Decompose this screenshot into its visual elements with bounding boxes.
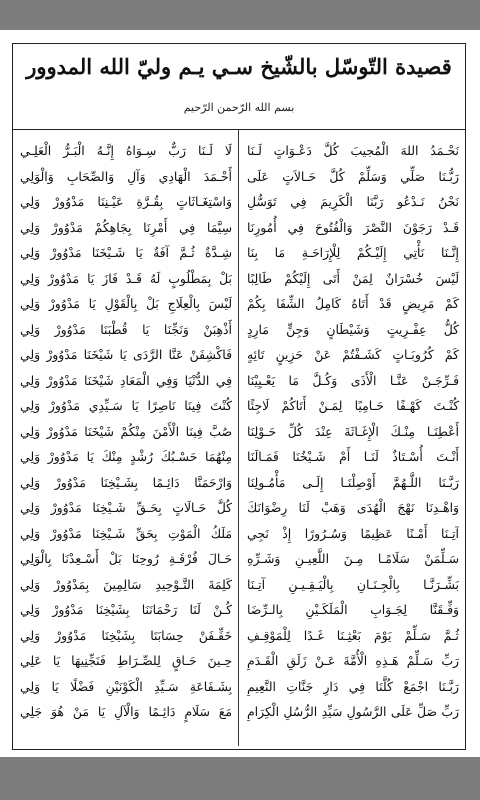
verse-second-hemistich: لَا لَـنَا رَبٌّ سِـوَاهُ إِنَّـهُ الْبَـرُّ الْعَلِـي <box>20 143 232 158</box>
top-bar <box>0 0 480 30</box>
basmala: بسم الله الرّحمن الرّحيم <box>183 101 295 114</box>
verse-first-hemistich: رَبَّـنَا اللَّـهُمَّ أَوْصِلْنَـا إِلَـى مَأْمُـولِنَا <box>247 474 459 490</box>
verse-first-hemistich: فَـرِّجَـنْ عَنَّـا الْأَذَى وَكُـلَّ مَا يَعْـيِيْنَا <box>247 372 459 388</box>
verse-first-hemistich: كُنْـتَ كَهْـفًا حَـامِيًا لِمَـنْ أَتَاكُمْ لَاجِئًا <box>247 398 459 413</box>
verse-first-hemistich: نَحْـمَدُ اللهَ الْمُجيبَ كُلَّ دَعْـوَاتٍ لَـنَا <box>247 143 459 158</box>
verse-second-hemistich: مَلَكُ الْمَوْتِ بِحَقِّ شَـيْخِنَا مَدْوُورْ وَلِي <box>20 525 232 541</box>
verse-second-hemistich: حَـالَ فُرْقَـةِ رُوحِنَا بَلْ أَسْـعِدْنَا بِالْوَلِي <box>20 551 232 566</box>
verse-first-hemistich: رَبِّ سَـلِّمْ هَـذِهِ الْأُمَّةَ عَـنْ زَلَقِ الْقَـدَمِ <box>247 653 459 668</box>
poem-frame <box>12 43 466 750</box>
verse-second-hemistich: أَحْـمَدَ الْهَادِي وَآلِ وَالصِّحَابِ وَالْوَلِي <box>20 168 232 184</box>
verse-second-hemistich: كُـنْ لَنَا رَحْمَانَنَا بِشَيْخِنَا مَدْوُورْ وَلِي <box>20 602 232 617</box>
verse-second-hemistich: مَعَ سَلَامٍ دَائِـمًا وَالْآلِ يَا مَنْ هُوَ جَلِي <box>20 704 232 719</box>
verse-first-hemistich: كَمْ كُرُوبَـاتٍ كَشَـفْتُمْ عَنْ حَزِينٍ تَائِهٍ <box>247 347 459 362</box>
verse-first-hemistich: أَعْطِنَـا مِنْـكَ الْإِغَـاثَةَ عِنْدَ كُلِّ حَـوْلِنَا <box>247 423 459 439</box>
left-verse-column <box>20 138 232 725</box>
verse-second-hemistich: كَلِمَةَ التَّـوْحِيدِ سَالِمِينَ بِمَدْوُورْ وَلِي <box>20 576 232 592</box>
verse-second-hemistich: خَفِّـفَنْ حِسَابَنَا بِشَيْخِنَا مَدْوُورْ وَلِي <box>20 627 232 643</box>
verse-first-hemistich: لَيْسَ خُسْرَانٌ لِمَنْ أَتَى إِلَيْكُمْ طَالِبًا <box>247 270 459 286</box>
verse-second-hemistich: صُبَّ فِينَا الْأَمْنَ مِنْكُمْ شَيْخَنَا مَدْوُورْ وَلِي <box>20 423 232 439</box>
right-verse-column <box>247 138 459 725</box>
verse-first-hemistich: كَمْ مَرِيضٍ قَدْ أَتَاهُ كَامِلُ الشِّفَا بِكُمْ <box>247 296 459 311</box>
verse-second-hemistich: كُنْتَ فِينَا نَاصِرًا يَا سَـيِّدِي مَدْوُورْ وَلِي <box>20 398 232 413</box>
verse-second-hemistich: بِشَـفَاعَةِ سَـيِّدِ الْكَوْنَيْنِ فَضْلًا يَا وَلِي <box>20 678 232 694</box>
verse-second-hemistich: وَاسْتِغَـاثَاتٍ بِقُـرَّةِ عَيْـنِنَا مَدْوُورْ وَلِي <box>20 194 232 209</box>
verse-second-hemistich: مِنْهُمَا حَسْـبُكَ رُشْدٍ مِنْكَ يَا مَدْوُورْ وَلِي <box>20 449 232 464</box>
verse-second-hemistich: فِي الدُّنْيَا وَفِي الْمَعَادِ شَيْخَنَا مَدْوُورْ وَلِي <box>20 372 232 388</box>
verse-first-hemistich: قَـدْ رَجَوْنَ النَّصْرَ وَالْفُتُوحَ فِي أُمُورِنَا <box>247 219 459 235</box>
verse-first-hemistich: رَبِّ صَلِّ عَلَى الرَّسُولِ سَيِّدِ الرُّسُلِ الْكِرَامِ <box>247 704 459 719</box>
verse-first-hemistich: إِنَّـنَا نَأْتِي إِلَيْـكُمْ لِلْإِرَاحَـةِ مَا بِنَا <box>247 245 459 260</box>
verse-first-hemistich: أَنْـتَ أُسْـتَاذٌ لَنَـا أَمْ شَـيْخُنَا فَمَـالَنَا <box>247 449 459 464</box>
verse-second-hemistich: بَلْ بِمَطْلُوبٍ لَهُ قَـدْ فَازَ يَا مَدْوُورْ وَلِي <box>20 270 232 286</box>
bottom-bar <box>0 757 480 800</box>
column-divider <box>238 130 239 746</box>
verse-second-hemistich: فَاكْشِفَنْ عَنَّا الرَّدَى يَا شَيْخَنَا مَدْوُورْ وَلِي <box>20 347 232 362</box>
verse-second-hemistich: أَذْهِبَنْ وَنَجِّنَا يَا قُطْبَنَا مَدْوُورْ وَلِي <box>20 321 232 337</box>
verse-first-hemistich: وَفِّـقَنَّا لِجَـوَابِ الْمَلَكَـيْنِ بِالـرِّضَا <box>247 602 459 617</box>
verse-second-hemistich: كُلَّ حَـالَاتٍ بِحَـقِّ شَـيْخِنَا مَدْوُورْ وَلِي <box>20 500 232 515</box>
verse-first-hemistich: رَبَّـنَا اجْمَعْ كُلَّنَا فِي دَارِ جَنَّاتِ النَّعِيمِ <box>247 678 459 694</box>
verse-second-hemistich: حِـينَ حَـاقٍ لِلصِّـرَاطِ فَنَجِّنِيهَا يَا عَلِي <box>20 653 232 668</box>
verse-second-hemistich: سِيَّمَا فِي أَمْرِنَا بِجَاهِكُمْ مَدْوُورْ وَلِي <box>20 219 232 235</box>
verse-first-hemistich: كُلُّ عِفْـرِيتٍ وَشَيْطَانٍ وَجِنٍّ مَارِدٍ <box>247 321 459 337</box>
verse-second-hemistich: لَيْسَ بِالْعِلَاجِ بَلْ بِالْقَوْلِ يَا مَدْوُورْ وَلِي <box>20 296 232 311</box>
verse-second-hemistich: شِـدَّةٌ ثُـمَّ آفَةٌ يَا شَـيْخَنَا مَدْوُورْ وَلِي <box>20 245 232 260</box>
verse-second-hemistich: وَارْحَمَنَّا دَائِـمًا بِشَـيْخِنَا مَدْوُورْ وَلِي <box>20 474 232 490</box>
verse-first-hemistich: سَـلِّمَنْ سَلَامًـا مِـنَ اللَّعِيـنِ وَشَـرِّهِ <box>247 551 459 566</box>
verse-first-hemistich: ثُـمَّ سَـلِّمْ يَوْمَ بَعْثِـنَا غَـدًا لِلْمَوْقِـفِ <box>247 627 459 643</box>
verse-first-hemistich: رَبُّـنَا صَلِّي وَسَلِّمْ كُلَّ حَـالاَتٍ عَلَى <box>247 168 459 184</box>
verse-first-hemistich: بَشِّـرَنَّـا بِالْجِـنَـانِ بِالْيَـقِـيـنِ آتِـنَا <box>247 576 459 592</box>
verse-first-hemistich: آتِـنَا أَمْـنًا عَظِيمًا وَسُـرُورًا إِذْ نَجِي <box>247 525 459 541</box>
verse-first-hemistich: وَاهْـدِنَا نَهْجَ الْهُدَى وَهَبْ لَنَا رِضْوَانَكَ <box>247 500 459 515</box>
poem-title: قصيدة التّوسّل بالشّيخ سـي يـم وليّ الله المدوور <box>26 54 452 79</box>
poem-header <box>13 44 465 130</box>
document-page[interactable] <box>0 30 480 757</box>
verse-first-hemistich: نَحْنُ نَـدْعُو رَبَّنَا الْكَرِيمَ فِي تَوَسُّلِ <box>247 194 459 209</box>
